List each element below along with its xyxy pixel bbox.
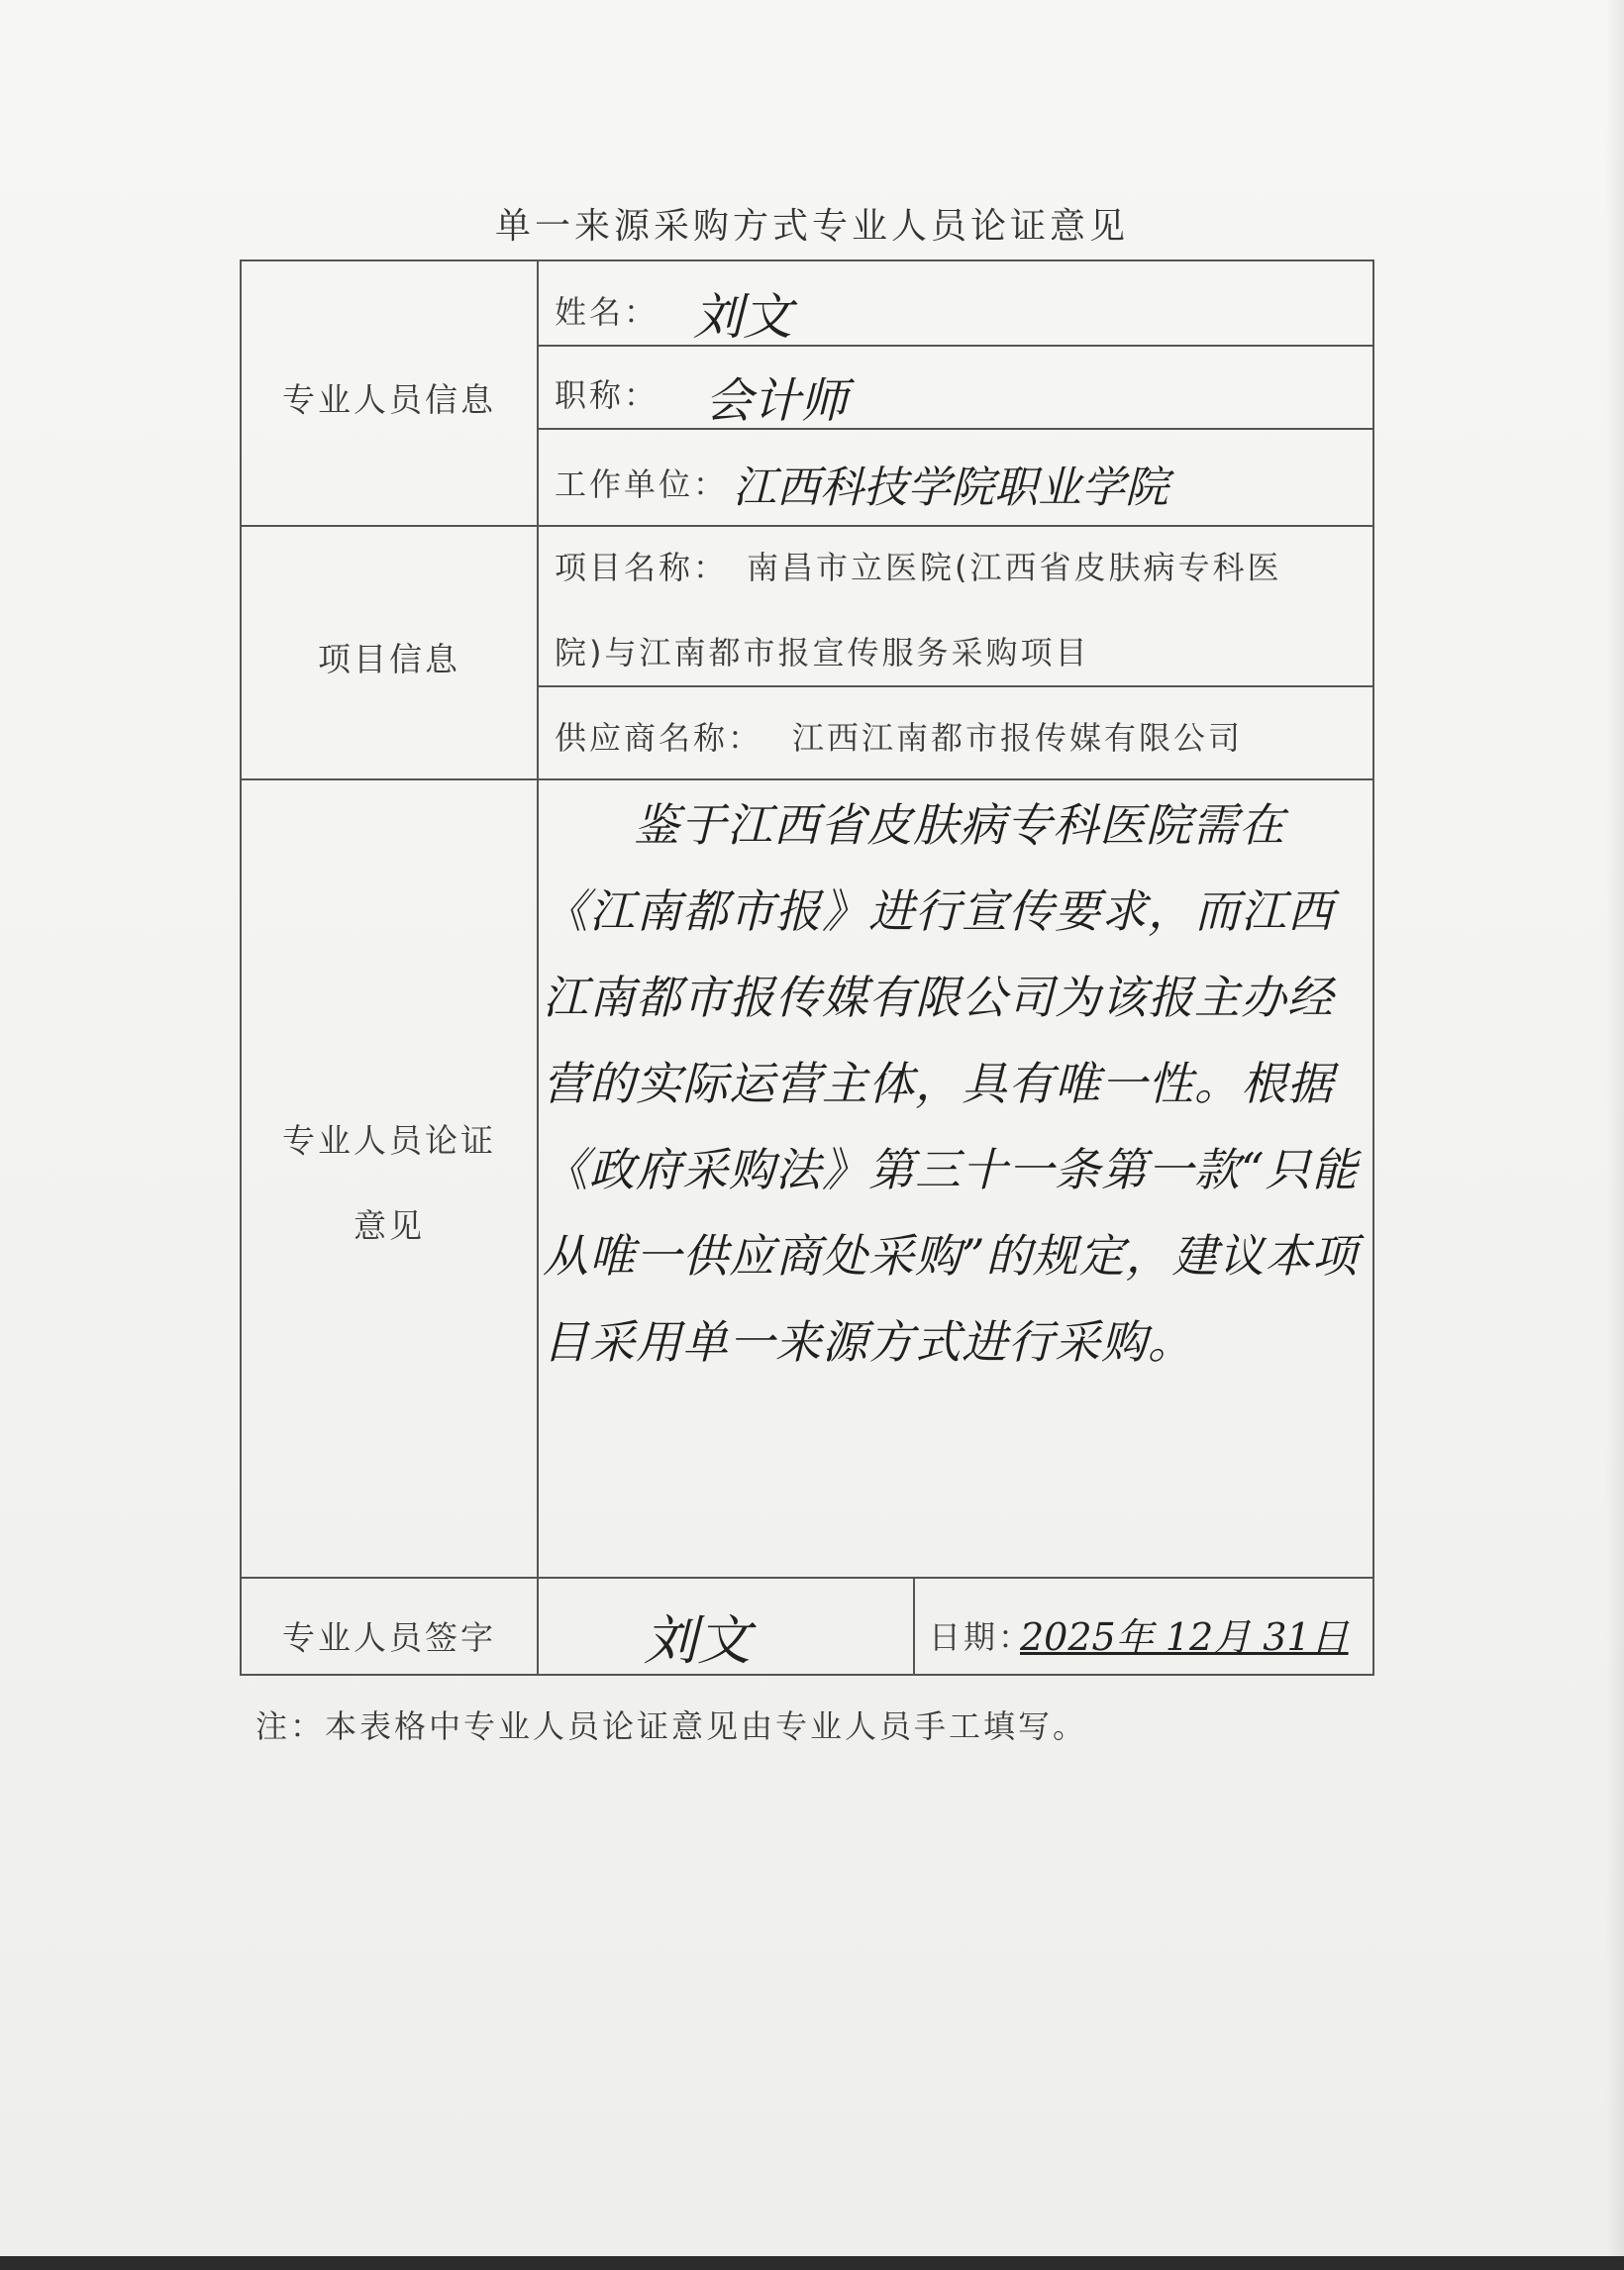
table-divider [537,685,1374,687]
date-label: 日期： [929,1618,1034,1656]
personnel-info-label: 专业人员信息 [282,380,496,419]
supplier-label: 供应商名称： [555,719,763,757]
table-divider [240,1577,1374,1579]
signature-label: 专业人员签字 [282,1618,496,1657]
scan-bottom-edge [0,2256,1624,2270]
employer-handwritten-value: 江西科技学院职业学院 [733,463,1168,513]
project-info-label: 项目信息 [318,640,460,678]
table-divider [913,1577,915,1676]
table-divider [240,525,1374,527]
footnote: 注：本表格中专业人员论证意见由专业人员手工填写。 [255,1707,1088,1745]
opinion-handwritten-text: 鉴于江西省皮肤病专科医院需在《江南都市报》进行宣传要求，而江西江南都市报传媒有限公司为该报主办经营的实际运营主体，具有唯一性。根据《政府采购法》第三十一条第一款“只能从唯一供应商处采购”的规定，建议本项目采用单一来源方式进行采购。 [543,798,1359,1369]
document-title: 单一来源采购方式专业人员论证意见 [494,206,1129,247]
table-divider [537,428,1374,430]
name-handwritten-value: 刘文 [693,288,792,346]
opinion-label: 专业人员论证 [282,1121,496,1160]
employer-label: 工作单位： [555,465,729,503]
project-name-value: 南昌市立医院(江西省皮肤病专科医 [747,549,1282,586]
table-divider [240,778,1374,780]
title-label: 职称： [555,376,660,414]
table-divider [537,259,539,1676]
title-handwritten-value: 会计师 [705,373,849,429]
opinion-label: 意见 [354,1206,425,1245]
project-name-label: 项目名称： [555,549,729,586]
name-label: 姓名： [555,293,660,331]
project-name-value: 院)与江南都市报宣传服务采购项目 [555,634,1090,671]
date-handwritten-value: 2025年 12月 31日 [1020,1615,1349,1659]
supplier-value: 江西江南都市报传媒有限公司 [792,719,1244,757]
table-divider [537,345,1374,347]
page-edge-shadow [1606,0,1624,2270]
signature-handwritten: 刘文 [644,1609,751,1672]
